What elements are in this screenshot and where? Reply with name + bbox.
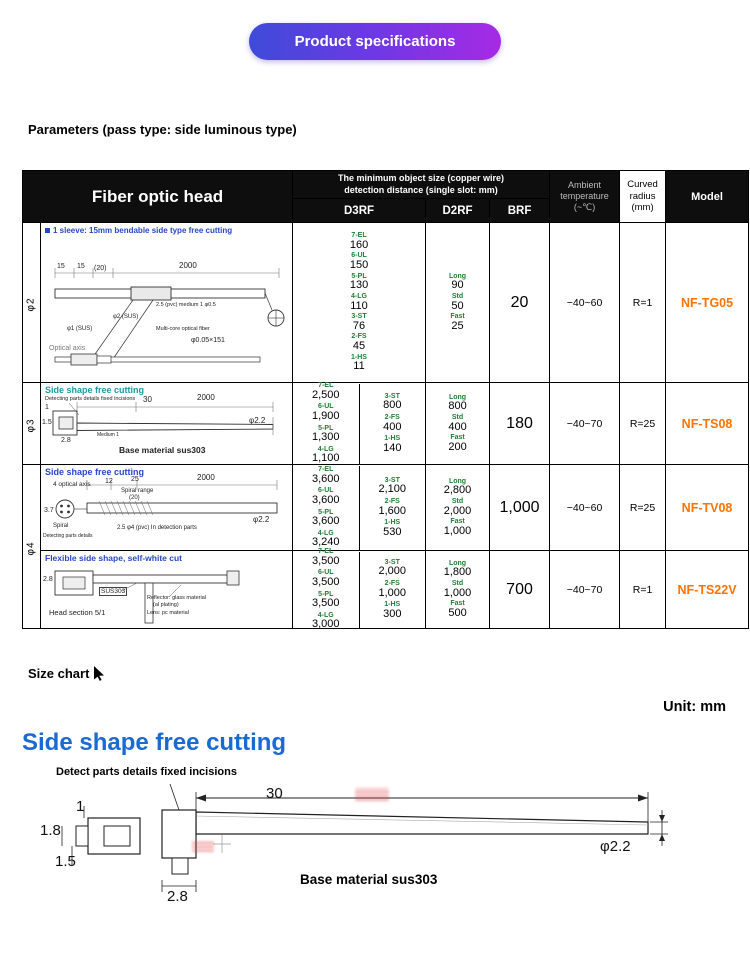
spec-pair: Long 2,800 — [443, 477, 472, 497]
header-line: radius — [629, 190, 656, 202]
value-stack — [359, 466, 426, 550]
value-stack — [293, 466, 359, 550]
spec-pair: 7-EL 2,500 — [312, 382, 340, 401]
table-row — [23, 383, 749, 465]
header-min-object-size — [293, 171, 550, 199]
drawing-title: Side shape free cutting — [45, 385, 145, 395]
spec-pair: 1-HS 300 — [383, 601, 402, 620]
value-stack — [293, 384, 359, 464]
d3rf-values-cell — [293, 383, 426, 465]
d2rf-values-cell — [426, 465, 490, 551]
drawing-note: SUS303 — [101, 588, 126, 595]
spec-pair: 4-LG 3,000 — [312, 611, 340, 631]
value-stack — [293, 232, 425, 373]
value-stack — [293, 548, 359, 631]
drawing-note: 4 optical axis — [53, 481, 91, 488]
spec-pair: Std 1,000 — [443, 579, 472, 599]
phi-label: φ4 — [25, 540, 37, 556]
spec-pair: 6-UL 3,600 — [312, 487, 340, 506]
drawing-note: Optical axis — [49, 345, 86, 352]
drawing-cell-row1 — [41, 223, 293, 383]
radius-cell: R=25 — [620, 465, 666, 551]
d3rf-split — [293, 548, 425, 631]
drawing-note: Reflector: glass material — [147, 595, 206, 601]
unit-label: Unit: mm — [663, 699, 726, 715]
spec-pair: 7-EL 3,600 — [312, 466, 340, 485]
spec-pair: Fast 200 — [448, 434, 467, 453]
radius-cell: R=25 — [620, 383, 666, 465]
header-line: Curved — [627, 178, 658, 190]
table-row — [23, 551, 749, 629]
spec-pair: 5-PL 130 — [349, 272, 369, 292]
header-line: Ambient — [568, 179, 602, 190]
dim-label: 2000 — [179, 261, 197, 270]
dim-label: (20) — [94, 265, 107, 272]
spec-pair: 7-EL 3,500 — [312, 548, 340, 567]
spec-pair: Fast 500 — [448, 600, 467, 619]
spec-pair: 5-PL 1,300 — [312, 424, 340, 444]
header-line: detection distance (single slot: mm) — [344, 184, 498, 195]
value-stack — [426, 478, 489, 538]
spec-pair: 3-ST 800 — [383, 392, 402, 412]
dim-label: 30 — [143, 395, 152, 404]
page-banner — [249, 23, 501, 60]
d2rf-values-cell — [426, 383, 490, 465]
spec-pair: 4-LG 110 — [350, 292, 368, 312]
spec-table — [22, 170, 749, 629]
size-chart-heading — [28, 666, 105, 681]
brf-value-cell: 700 — [490, 551, 550, 629]
spec-pair: Std 2,000 — [443, 497, 472, 517]
spec-pair: Long 1,800 — [443, 559, 472, 579]
drawing-title-text: 1 sleeve: 15mm bendable side type free cutting — [53, 226, 233, 235]
value-stack — [359, 552, 426, 628]
brf-value-cell: 20 — [490, 223, 550, 383]
phi-label-cell — [23, 223, 41, 383]
spec-pair: 1-HS 530 — [383, 519, 402, 538]
radius-cell: R=1 — [620, 551, 666, 629]
detail-parts-label: Detect parts details fixed incisions — [56, 766, 237, 778]
red-watermark — [355, 788, 389, 801]
drawing-cell-row4 — [41, 551, 293, 629]
spec-pair: 5-PL 3,500 — [312, 590, 340, 610]
d2rf-values-cell — [426, 551, 490, 629]
dim-label-1-5: 1.5 — [55, 853, 76, 870]
spec-pair: Fast 1,000 — [443, 518, 472, 537]
dim-label: 15 — [77, 263, 85, 270]
d3rf-values-cell — [293, 465, 426, 551]
drawing-note: φ0.05×151 — [191, 337, 225, 344]
dim-label: 3.7 — [44, 507, 54, 514]
header-d2rf: D2RF — [426, 199, 490, 223]
spec-pair: 5-PL 3,600 — [312, 508, 340, 528]
drawing-title — [45, 226, 232, 235]
spec-pair: 2-FS 45 — [351, 333, 367, 353]
phi-label: φ2 — [25, 296, 37, 312]
spec-pair: 6-UL 3,500 — [312, 569, 340, 588]
dim-label-1-8: 1.8 — [40, 822, 61, 839]
dim-label: 2.8 — [43, 576, 53, 583]
phi-label-cell — [23, 383, 41, 465]
spec-pair: 1-HS 11 — [351, 353, 367, 373]
spec-pair: 3-ST 2,000 — [378, 558, 407, 578]
spec-pair: 2-FS 1,000 — [378, 579, 407, 599]
header-line: temperature — [560, 190, 609, 201]
d3rf-values-cell — [293, 223, 426, 383]
radius-cell: R=1 — [620, 223, 666, 383]
phi-label: φ3 — [25, 417, 37, 433]
phi-label-cell — [23, 465, 41, 629]
spec-pair: 3-ST 2,100 — [378, 476, 407, 496]
d2rf-values-cell — [426, 223, 490, 383]
header-d3rf: D3RF — [293, 199, 426, 223]
dim-label: 1 — [45, 404, 49, 411]
spec-pair: 4-LG 3,240 — [312, 529, 340, 549]
section-title: Side shape free cutting — [22, 729, 287, 756]
value-stack — [426, 273, 489, 333]
spec-pair: Long 90 — [448, 272, 467, 292]
spec-pair: Long 800 — [448, 393, 467, 413]
spec-pair: Fast 25 — [450, 313, 465, 332]
drawing-cell-row3 — [41, 465, 293, 551]
dim-label: 2000 — [197, 393, 215, 402]
header-ambient-temperature — [550, 171, 620, 223]
model-cell: NF-TV08 — [666, 465, 749, 551]
value-stack — [359, 384, 426, 464]
spec-pair: 3-ST 76 — [351, 313, 367, 332]
drawing-note: (20) — [129, 495, 140, 501]
drawing-note: φ2 (SUS) — [113, 314, 139, 320]
spec-pair: 6-UL 150 — [349, 252, 369, 272]
mouse-cursor-icon — [93, 666, 105, 681]
spec-pair: 6-UL 1,900 — [312, 403, 340, 422]
header-line: The minimum object size (copper wire) — [338, 173, 505, 184]
dim-label: 15 — [57, 263, 65, 270]
spec-pair: 1-HS 140 — [383, 435, 402, 454]
bullet-icon — [45, 228, 50, 233]
banner-label: Product specifications — [294, 33, 456, 50]
temperature-cell: −40~60 — [550, 223, 620, 383]
drawing-note: 2.5 φ4 (pvc) In detection parts — [117, 525, 197, 531]
drawing-note: Base material sus303 — [119, 445, 206, 455]
temperature-cell: −40~60 — [550, 465, 620, 551]
brf-value-cell: 180 — [490, 383, 550, 465]
spec-pair: 4-LG 1,100 — [312, 445, 340, 465]
table-row — [23, 223, 749, 383]
brf-value-cell: 1,000 — [490, 465, 550, 551]
dim-label-1: 1 — [76, 798, 85, 815]
dim-label: φ2.2 — [249, 416, 266, 425]
temperature-cell: −40~70 — [550, 383, 620, 465]
temperature-cell: −40~70 — [550, 551, 620, 629]
parameters-heading: Parameters (pass type: side luminous type) — [28, 122, 297, 137]
spec-pair: Std 50 — [451, 292, 464, 312]
spec-pair: 2-FS 1,600 — [378, 497, 407, 517]
spec-pair: 7-EL 160 — [349, 232, 369, 251]
drawing-title: Side shape free cutting — [45, 467, 145, 477]
drawing-note: φ1 (SUS) — [67, 326, 93, 332]
drawing-cell-row2 — [41, 383, 293, 465]
spec-pair: Std 400 — [448, 413, 467, 433]
drawing-note: 2.5 (pvc) medium 1 φ0.5 — [156, 302, 216, 308]
dim-label: 1.5 — [42, 419, 52, 426]
dim-label: 12 — [105, 478, 113, 485]
model-cell: NF-TG05 — [666, 223, 749, 383]
drawing-note: Spiral range — [121, 488, 154, 494]
drawing-note: Head section 5/1 — [49, 608, 106, 617]
dim-label: 2000 — [197, 473, 215, 482]
dim-label-phi: φ2.2 — [600, 838, 631, 855]
drawing-note: Detecting parts details — [43, 533, 93, 539]
spec-pair: 2-FS 400 — [383, 413, 402, 433]
drawing-note: (al plating) — [153, 602, 179, 608]
base-material-label: Base material sus303 — [300, 872, 438, 887]
model-cell: NF-TS08 — [666, 383, 749, 465]
drawing-note: Medium 1 — [97, 432, 119, 438]
drawing-note: Lens: pc material — [147, 610, 189, 616]
value-stack — [426, 560, 489, 620]
d3rf-split — [293, 466, 425, 550]
dim-label-2-8: 2.8 — [167, 888, 188, 905]
drawing-note: Spiral — [53, 523, 69, 529]
header-brf: BRF — [490, 199, 550, 223]
model-cell: NF-TS22V — [666, 551, 749, 629]
dim-label-30: 30 — [266, 785, 283, 802]
value-stack — [426, 394, 489, 454]
dim-label: 25 — [131, 476, 139, 483]
dim-label: 2.8 — [61, 437, 71, 444]
header-line: (~℃) — [573, 202, 596, 213]
drawing-note: Multi-core optical fiber — [156, 326, 210, 332]
header-model: Model — [666, 171, 749, 223]
dim-label: φ2.2 — [253, 515, 270, 524]
header-fiber-optic-head: Fiber optic head — [23, 171, 293, 223]
table-row — [23, 465, 749, 551]
d3rf-split — [293, 384, 425, 464]
d3rf-values-cell — [293, 548, 426, 631]
size-chart-label: Size chart — [28, 666, 90, 681]
header-curved-radius — [620, 171, 666, 223]
header-line: (mm) — [631, 202, 654, 214]
red-watermark — [192, 840, 214, 852]
drawing-note: Detecting parts details fixed incisions — [45, 396, 136, 402]
drawing-title: Flexible side shape, self-white cut — [45, 553, 182, 563]
